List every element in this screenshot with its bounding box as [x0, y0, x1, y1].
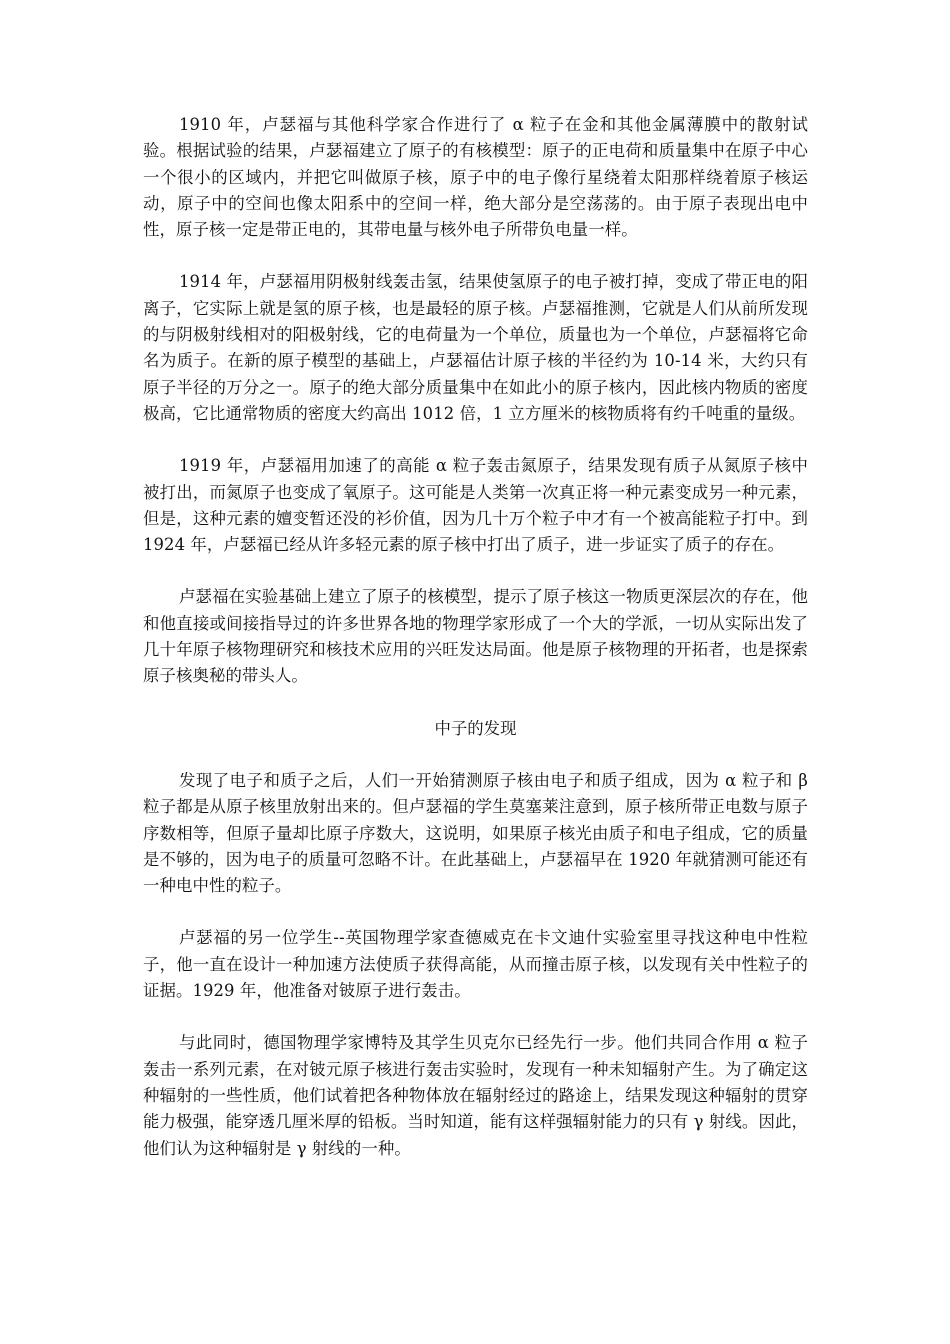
paragraph-rutherford-scattering: 1910 年，卢瑟福与其他科学家合作进行了 α 粒子在金和其他金属薄膜中的散射试验。根据试验的结果，卢瑟福建立了原子的有核模型：原子的正电荷和质量集中在原子中心一个很小的区域内，并把它叫做原子核，原子中的电子像行星绕着太阳那样绕着原子核运动，原子中的空间也像太阳系中的空间一样，绝大部分是空荡荡的。由于原子表现出电中性，原子核一定是带正电的，其带电量与核外电子所带负电量一样。 — [143, 115, 808, 240]
paragraph-nitrogen-transmutation: 1919 年，卢瑟福用加速了的高能 α 粒子轰击氮原子，结果发现有质子从氮原子核中被打出，而氮原子也变成了氧原子。这可能是人类第一次真正将一种元素变成另一种元素，但是，这种元素的嬗变暂还没的衫价值，因为几十万个粒子中才有一个被高能粒子打中。到 1924 年，卢瑟福已经从许多轻元素的原子核中打出了质子，进一步证实了质子的存在。 — [143, 456, 808, 555]
section-heading: 中子的发现 — [434, 718, 517, 738]
paragraph-bothe-becker: 与此同时，德国物理学家博特及其学生贝克尔已经先行一步。他们共同合作用 α 粒子轰击一系列元素，在对铍元原子核进行轰击实验时，发现有一种未知辐射产生。为了确定这种辐射的一些性质，他们试着把各种物体放在辐射经过的路途上，结果发现这种辐射的贯穿能力极强，能穿透几厘米厚的铅板。当时知道，能有这样强辐射能力的只有 γ 射线。因此，他们认为这种辐射是 γ 射线的一种。 — [143, 1033, 808, 1158]
paragraph-proton-discovery: 1914 年，卢瑟福用阴极射线轰击氢，结果使氢原子的电子被打掉，变成了带正电的阳离子，它实际上就是氢的原子核，也是最轻的原子核。卢瑟福推测，它就是人们从前所发现的与阴极射线相对的阳极射线，它的电荷量为一个单位，质量也为一个单位，卢瑟福将它命名为质子。在新的原子模型的基础上，卢瑟福估计原子核的半径约为 10-14 米，大约只有原子半径的万分之一。原子的绝大部分质量集中在如此小的原子核内，因此核内物质的密度极高，它比通常物质的密度大约高出 1012 倍，1 立方厘米的核物质将有约千吨重的量级。 — [143, 272, 808, 423]
paragraph-neutral-particle-hypothesis: 发现了电子和质子之后，人们一开始猜测原子核由电子和质子组成，因为 α 粒子和 β 粒子都是从原子核里放射出来的。但卢瑟福的学生莫塞莱注意到，原子核所带正电数与原子序数相等，但原子量却比原子序数大，这说明，如果原子核光由质子和电子组成，它的质量是不够的，因为电子的质量可忽略不计。在此基础上，卢瑟福早在 1920 年就猜测可能还有一种电中性的粒子。 — [143, 770, 808, 896]
paragraph-chadwick-search: 卢瑟福的另一位学生--英国物理学家查德威克在卡文迪什实验室里寻找这种电中性粒子，他一直在设计一种加速方法使质子获得高能，从而撞击原子核，以发现有关中性粒子的证据。1929 年，他准备对铍原子进行轰击。 — [143, 928, 808, 1001]
document-body — [143, 112, 808, 1188]
paragraph-rutherford-legacy: 卢瑟福在实验基础上建立了原子的核模型，提示了原子核这一物质更深层次的存在，他和他直接或间接指导过的许多世界各地的物理学家形成了一个大的学派，一切从实际出发了几十年原子核物理研究和核技术应用的兴旺发达局面。他是原子核物理的开拓者，也是探索原子核奥秘的带头人。 — [143, 587, 808, 686]
